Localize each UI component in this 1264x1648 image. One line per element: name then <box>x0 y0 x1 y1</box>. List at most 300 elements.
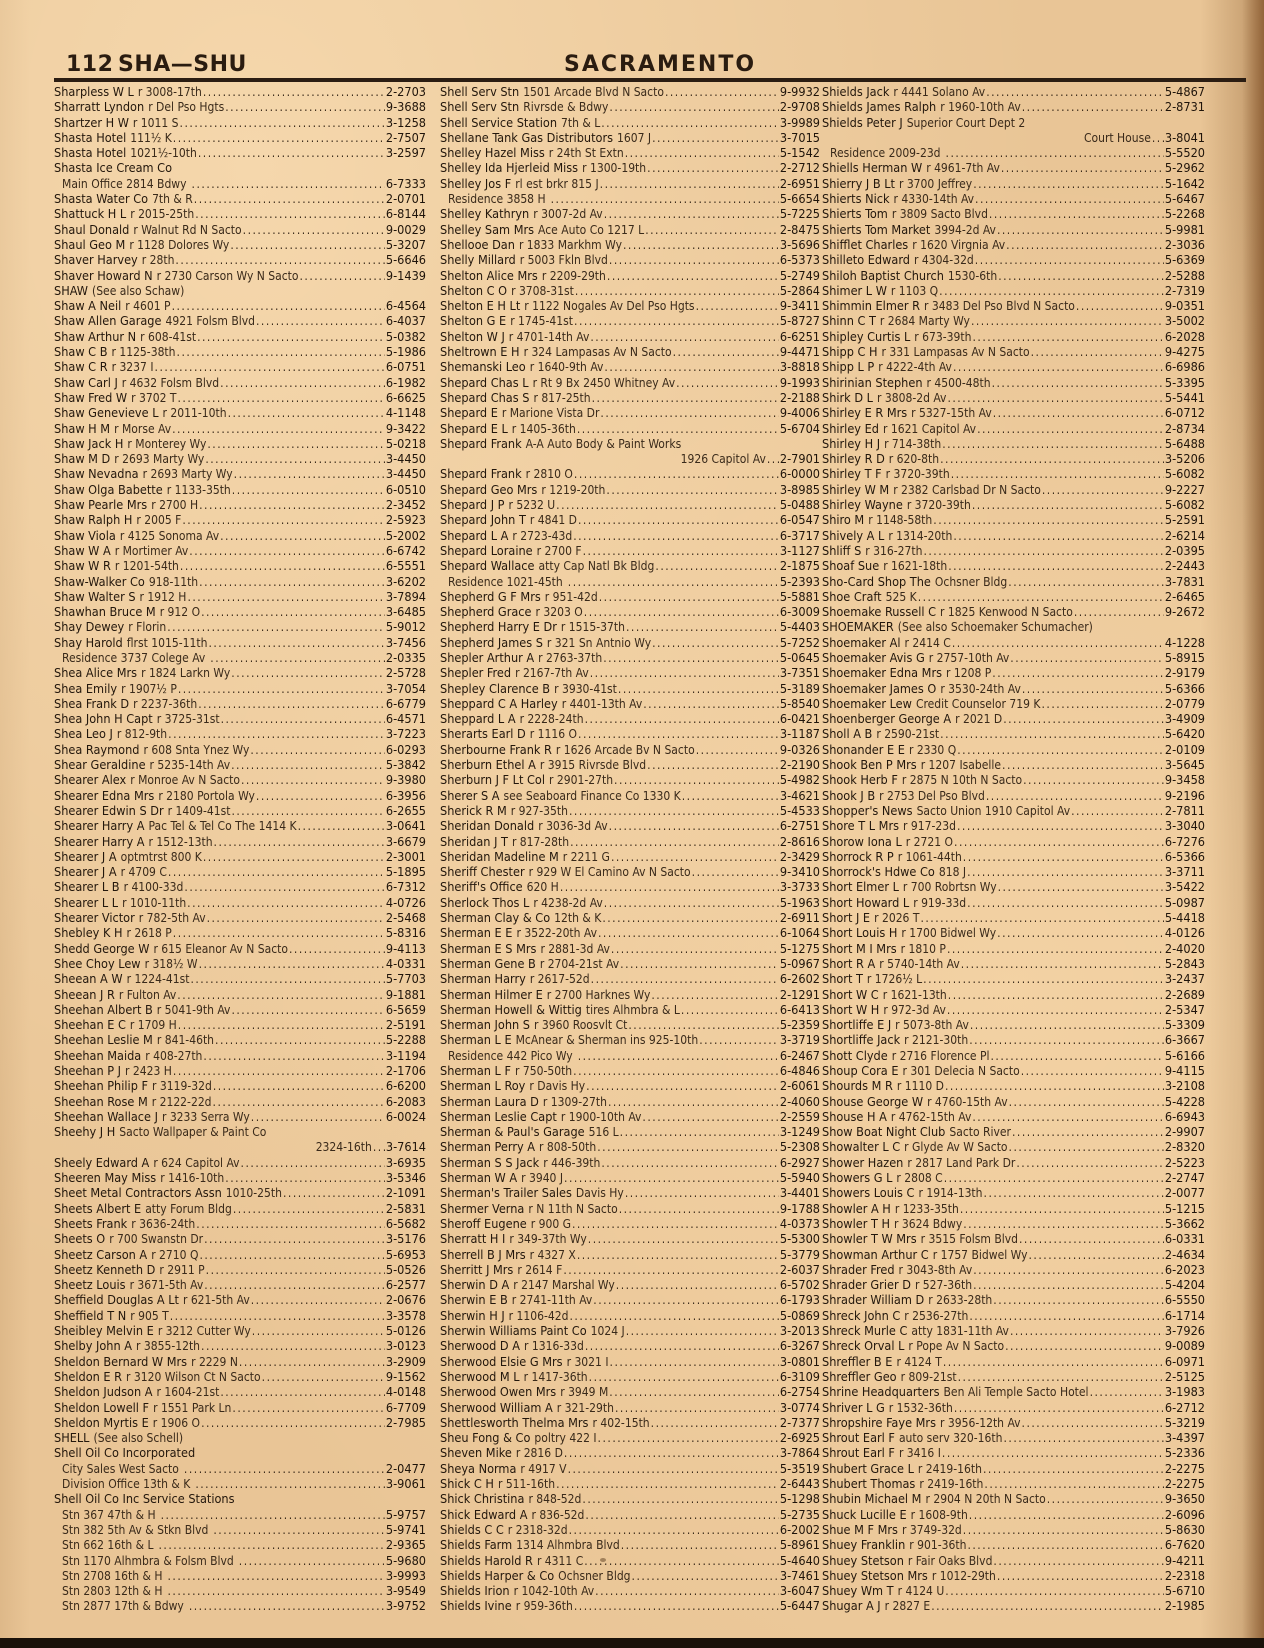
dot-leader <box>158 1538 384 1553</box>
listing-entry <box>440 145 820 160</box>
listing-address: poltry 422 I <box>534 1431 597 1446</box>
listing-address: 1021½-10th <box>130 146 197 161</box>
listing-address: r 3636-24th <box>131 1216 196 1231</box>
listing-phone: 6-2754 <box>779 1384 820 1400</box>
listing-name: Sheroff Eugene <box>440 1215 527 1231</box>
listing-entry <box>440 956 820 971</box>
listing-phone: 3-1127 <box>779 542 820 558</box>
dot-leader <box>210 651 385 666</box>
listing-name: Shaw C B <box>54 344 108 360</box>
listing-entry <box>440 925 820 940</box>
listing-entry <box>54 726 426 741</box>
listing-entry <box>54 84 426 99</box>
dot-leader <box>1023 773 1164 788</box>
listing-name: Shopper's News <box>822 802 913 818</box>
listing-address: r 4841 D <box>529 513 577 528</box>
listing-entry <box>440 1308 820 1323</box>
listing-entry <box>54 1048 426 1063</box>
dot-leader <box>241 773 385 788</box>
dot-leader <box>626 1324 779 1339</box>
listing-phone: 3-4450 <box>385 451 426 467</box>
listing-phone: 3-7223 <box>385 726 426 742</box>
listing-phone: 3-7456 <box>385 634 426 650</box>
paper-stain <box>600 1558 606 1562</box>
listing-name: Short W H <box>822 1001 880 1017</box>
listing-subentry <box>54 1568 426 1583</box>
listing-name: Sherwood M L <box>440 1368 520 1384</box>
listing-name: Shaw Carl J <box>54 374 118 390</box>
dot-leader <box>699 1033 779 1048</box>
listing-phone: 2-1291 <box>779 986 820 1002</box>
listing-address: atty Forum Bldg <box>145 1201 232 1216</box>
dot-leader <box>173 926 385 941</box>
listing-address: r 1914-13th <box>918 1186 983 1201</box>
listing-phone: 2-8320 <box>1164 1139 1205 1155</box>
listing-address: r 324 Lampasas Av N Sacto <box>523 345 672 360</box>
listing-address: r 4401-13th Av <box>561 696 643 711</box>
listing-name: Shepler Arthur A <box>440 649 535 665</box>
listing-phone: 6-2577 <box>385 1277 426 1293</box>
dot-leader <box>611 942 779 957</box>
dot-leader <box>602 911 779 926</box>
listing-entry <box>440 421 820 436</box>
listing-heading <box>822 115 1205 130</box>
listing-entry <box>440 1553 820 1568</box>
listing-entry <box>822 1292 1205 1307</box>
listing-heading <box>822 619 1205 634</box>
dot-leader <box>957 819 1164 834</box>
listing-phone: 2-1875 <box>779 558 820 574</box>
listing-phone: 6-4564 <box>385 298 426 314</box>
listing-name: Shaw Allen Garage <box>54 313 162 329</box>
dot-leader <box>589 1370 779 1385</box>
listing-phone: 5-2308 <box>779 1139 820 1155</box>
listing-entry <box>440 176 820 191</box>
dot-leader <box>568 1462 779 1477</box>
listing-phone: 5-6082 <box>1164 466 1205 482</box>
listing-phone: 2-0077 <box>1164 1185 1205 1201</box>
listing-name: Shelton W J <box>440 328 505 344</box>
listing-phone: 2-9907 <box>1164 1124 1205 1140</box>
listing-phone: 6-2467 <box>779 1047 820 1063</box>
listing-address: r 5235-14th Av <box>149 758 231 773</box>
listing-phone: 5-4403 <box>779 619 820 635</box>
listing-address: r 3700 Jeffrey <box>898 176 973 191</box>
listing-entry <box>822 1048 1205 1063</box>
listing-phone: 5-8540 <box>779 695 820 711</box>
listing-name: Shea Raymond <box>54 741 140 757</box>
listing-address: r 1906 O <box>152 1415 201 1430</box>
listing-address: r 1960-10th Av <box>940 100 1021 115</box>
listing-name: Shellooe Dan <box>440 236 515 252</box>
dot-leader <box>201 1416 385 1431</box>
listing-phone: 3-2597 <box>385 145 426 161</box>
listing-address: r 2414 C <box>904 635 951 650</box>
dot-leader <box>604 207 779 222</box>
listing-address: r 3855-12th <box>135 1339 201 1354</box>
listing-phone: 3-7015 <box>779 129 820 145</box>
listing-phone: 5-2288 <box>385 1032 426 1048</box>
listing-name: Shirinian Stephen <box>822 374 923 390</box>
dot-leader <box>584 1554 779 1569</box>
listing-address: r 3233 Serra Wy <box>161 1109 250 1124</box>
listing-phone: 3-3040 <box>1164 818 1205 834</box>
listing-entry <box>54 1354 426 1369</box>
listing-name: Shortliffe E J <box>822 1017 892 1033</box>
listing-phone: 5-9981 <box>1164 221 1205 237</box>
dot-leader <box>1003 712 1164 727</box>
listing-name: Short R A <box>822 955 876 971</box>
listing-address: r 1300-19th <box>582 161 647 176</box>
listing-phone: 2-0109 <box>1164 741 1205 757</box>
listing-phone: 3-5206 <box>1164 451 1205 467</box>
listing-phone: 5-3519 <box>779 1460 820 1476</box>
listing-name: Shearer Harry A <box>54 818 145 834</box>
listing-phone: 5-9741 <box>385 1521 426 1537</box>
listing-address: r 4124 T <box>896 1354 942 1369</box>
listing-entry <box>54 1017 426 1032</box>
listing-entry <box>822 1507 1205 1522</box>
dot-leader <box>578 513 779 528</box>
listing-address: r 700 Robrtsn Wy <box>902 880 997 895</box>
listing-entry <box>822 772 1205 787</box>
dot-leader <box>645 223 779 238</box>
listing-address: r 4238-2d Av <box>533 895 603 910</box>
listing-phone: 3-5422 <box>1164 879 1205 895</box>
listing-entry <box>440 1032 820 1047</box>
listing-phone: 5-0987 <box>1164 894 1205 910</box>
listing-entry <box>822 834 1205 849</box>
listing-phone: 2-2712 <box>779 160 820 176</box>
listing-name: Showers G L <box>822 1170 893 1186</box>
listing-name: Shelley Sam Mrs <box>440 221 535 237</box>
listing-address: r 1316-33d <box>524 1339 584 1354</box>
listing-entry <box>822 268 1205 283</box>
listing-name: Shelley Kathryn <box>440 206 530 222</box>
listing-name: Sheppard C A Harley <box>440 695 558 711</box>
listing-phone: 2-6911 <box>779 910 820 926</box>
listing-name: Shepard Loraine <box>440 542 533 558</box>
listing-phone: 5-3842 <box>385 757 426 773</box>
listing-name: Shick C H <box>440 1476 494 1492</box>
listing-address: r 1621-18th <box>883 559 948 574</box>
listing-address: r 1148-58th <box>868 513 933 528</box>
dot-leader <box>197 330 385 345</box>
dot-leader <box>590 330 779 345</box>
dot-leader <box>960 1202 1164 1217</box>
listing-entry <box>54 1094 426 1109</box>
listing-entry <box>54 99 426 114</box>
listing-name: Sheetz Kenneth D <box>54 1261 156 1277</box>
listing-entry <box>440 222 820 237</box>
listing-name: Short Elmer L <box>822 879 899 895</box>
listing-phone: 3-4909 <box>1164 711 1205 727</box>
dot-leader <box>682 789 779 804</box>
dot-leader <box>239 1554 385 1569</box>
listing-phone: 5-0126 <box>385 1323 426 1339</box>
dot-leader <box>1074 605 1164 620</box>
listing-phone: 6-2927 <box>779 1154 820 1170</box>
listing-name: Shoaf Sue <box>822 558 880 574</box>
listing-name: Shepard Wallace <box>440 558 535 574</box>
listing-entry <box>440 650 820 665</box>
listing-name: Showalter L C <box>822 1139 901 1155</box>
listing-entry <box>822 466 1205 481</box>
listing-name: Shepard E L <box>440 420 508 436</box>
dot-leader <box>195 1477 385 1492</box>
listing-address: r 2881-3d Av <box>540 941 610 956</box>
dot-leader <box>577 422 779 437</box>
listing-address: r Rt 9 Bx 2450 Whitney Av <box>532 375 676 390</box>
listing-phone: 4-1228 <box>1164 634 1205 650</box>
dot-leader <box>945 1079 1164 1094</box>
listing-phone: 5-6646 <box>385 252 426 268</box>
dot-leader <box>213 1095 385 1110</box>
listing-phone: 2-6925 <box>779 1430 820 1446</box>
listing-name: Shreffler Geo <box>822 1368 897 1384</box>
listing-name: Shoemaker Edna Mrs <box>822 665 943 681</box>
listing-name: Sherman Gene B <box>440 955 536 971</box>
listing-phone: 9-2196 <box>1164 787 1205 803</box>
listing-name: Shepard John T <box>440 512 526 528</box>
dot-leader <box>947 391 1163 406</box>
listing-address: r 3930-41st <box>554 681 617 696</box>
listing-phone: 5-4640 <box>779 1552 820 1568</box>
listing-address: r 2817 Land Park Dr <box>907 1155 1016 1170</box>
listing-phone: 2-2559 <box>779 1108 820 1124</box>
listing-name: Shoemake Russell C <box>822 604 937 620</box>
listing-address: r 1907½ P <box>121 681 177 696</box>
listing-name: Shrout Earl F <box>822 1445 895 1461</box>
listing-entry <box>822 941 1205 956</box>
listing-entry <box>54 268 426 283</box>
listing-name: Shorow Iona L <box>822 833 902 849</box>
listing-name: Shreffler B E <box>822 1353 893 1369</box>
listing-phone: 2-5288 <box>1164 267 1205 283</box>
listing-phone: 5-4533 <box>779 802 820 818</box>
listing-address: r 3203 O <box>535 605 583 620</box>
listing-entry <box>822 742 1205 757</box>
listing-address: 1010-25th <box>225 1186 282 1201</box>
listing-entry <box>54 298 426 313</box>
listing-name: Shields Ivine <box>440 1598 512 1614</box>
dot-leader <box>971 314 1164 329</box>
listing-phone: 5-4982 <box>779 772 820 788</box>
listing-address: r 28th <box>141 253 175 268</box>
listing-entry <box>54 757 426 772</box>
listing-name: Sherburn Ethel A <box>440 757 536 773</box>
listing-entry <box>54 528 426 543</box>
listing-entry <box>822 1017 1205 1032</box>
listing-name: Shea Emily <box>54 680 118 696</box>
dot-leader <box>180 559 385 574</box>
dot-leader <box>944 1171 1164 1186</box>
listing-phone: 5-9680 <box>385 1552 426 1568</box>
listing-entry <box>440 803 820 818</box>
dot-leader <box>954 835 1164 850</box>
listing-phone: 3-3578 <box>385 1307 426 1323</box>
listing-entry <box>440 1537 820 1552</box>
dot-leader <box>564 1446 779 1461</box>
listing-address: r 3007-2d Av <box>533 207 603 222</box>
listing-phone: 4-0148 <box>385 1384 426 1400</box>
listing-name: Showler A H <box>822 1200 891 1216</box>
listing-address: 3994-2d Av <box>934 222 996 237</box>
listing-name: Residence 442 Pico Wy <box>448 1048 573 1063</box>
listing-address: r 2318-32d <box>507 1522 568 1537</box>
listing-phone: 5-6488 <box>1164 435 1205 451</box>
dot-leader <box>963 850 1164 865</box>
listing-name: Sherman Howell & Wittig <box>440 1001 582 1017</box>
listing-entry <box>822 1461 1205 1476</box>
listing-address: r 2419-16th <box>917 1461 982 1476</box>
dot-leader <box>623 238 779 253</box>
listing-address: r 2419-16th <box>919 1477 984 1492</box>
listing-phone: 4-0331 <box>385 955 426 971</box>
listing-entry <box>54 145 426 160</box>
listing-phone: 5-8630 <box>1164 1521 1205 1537</box>
dot-leader <box>604 360 778 375</box>
listing-address: r 2901-27th <box>549 773 614 788</box>
dot-leader <box>578 727 779 742</box>
listing-address: 525 K <box>885 589 917 604</box>
listing-name: Sheets O <box>54 1231 106 1247</box>
listing-name: Sholl A B <box>822 726 873 742</box>
listing-phone: 6-5550 <box>1164 1292 1205 1308</box>
listing-address: r 3702 T <box>131 390 177 405</box>
listing-name: Sheely Edward A <box>54 1154 150 1170</box>
listing-phone: 5-0645 <box>779 649 820 665</box>
dot-leader <box>178 391 385 406</box>
listing-address: 2324-16th <box>315 1140 372 1155</box>
listing-entry <box>440 237 820 252</box>
listing-address: 7th & L <box>561 115 601 130</box>
listing-entry <box>822 681 1205 696</box>
listing-address: r 2810 O <box>525 467 573 482</box>
listing-name: Show Boat Night Club <box>822 1124 946 1140</box>
dot-leader <box>184 1462 385 1477</box>
dot-leader <box>609 1385 779 1400</box>
dot-leader <box>609 100 778 115</box>
dot-leader <box>600 177 779 192</box>
listing-name: Sherwood D A <box>440 1338 520 1354</box>
dot-leader <box>220 376 385 391</box>
dot-leader <box>177 345 385 360</box>
listing-name: Sherman & Paul's Garage <box>440 1124 585 1140</box>
listing-address: r 3483 Del Pso Blvd N Sacto <box>923 299 1075 314</box>
listing-entry <box>54 115 426 130</box>
listing-address: r 1201-54th <box>114 559 179 574</box>
listing-name: Shermer Verna <box>440 1200 525 1216</box>
listing-entry <box>440 941 820 956</box>
page-bottom-edge <box>0 1638 1264 1648</box>
listing-name: Shelton E H Lt <box>440 298 521 314</box>
listing-entry <box>440 1400 820 1415</box>
listing-phone: 3-8985 <box>779 481 820 497</box>
listing-address: r 1825 Kenwood N Sacto <box>940 605 1073 620</box>
listing-address: r 349-37th Wy <box>509 1232 587 1247</box>
listing-subentry <box>54 1553 426 1568</box>
listing-name: Sheet Metal Contractors Assn <box>54 1185 222 1201</box>
listing-entry <box>822 788 1205 803</box>
listing-phone: 2-6096 <box>1164 1506 1205 1522</box>
listing-phone: 2-5923 <box>385 512 426 528</box>
listing-entry <box>54 405 426 420</box>
dot-leader <box>1012 1125 1164 1140</box>
dot-leader <box>172 299 385 314</box>
listing-entry <box>822 99 1205 114</box>
listing-name: Shebley K H <box>54 925 123 941</box>
dot-leader <box>652 636 779 651</box>
listing-entry <box>822 1185 1205 1200</box>
listing-phone: 2-4060 <box>779 1093 820 1109</box>
dot-leader <box>943 1355 1164 1370</box>
listing-entry <box>822 1537 1205 1552</box>
listing-name: Shuck Lucille E <box>822 1506 907 1522</box>
listing-phone: 5-3779 <box>779 1246 820 1262</box>
listing-address: r 1512-13th <box>148 834 213 849</box>
dot-leader <box>642 1110 778 1125</box>
listing-name: Shearer Harry A <box>54 833 145 849</box>
listing-address: r 900 G <box>530 1216 571 1231</box>
listing-address: (See also Schoemaker Schumacher) <box>897 620 1093 635</box>
dot-leader <box>953 360 1164 375</box>
dot-leader <box>572 1217 779 1232</box>
listing-entry <box>440 1369 820 1384</box>
listing-address: r 4124 U <box>897 1584 945 1599</box>
listing-entry <box>822 971 1205 986</box>
listing-address: tires Alhmbra & L <box>585 1002 680 1017</box>
listing-phone: 3-0123 <box>385 1338 426 1354</box>
listing-phone: 2-2318 <box>1164 1567 1205 1583</box>
listing-phone: 6-3956 <box>385 787 426 803</box>
listing-phone: 2-0676 <box>385 1292 426 1308</box>
listing-name: Short M I Mrs <box>822 940 897 956</box>
listing-name: Shaw-Walker Co <box>54 573 145 589</box>
listing-entry <box>440 604 820 619</box>
listing-phone: 2-6465 <box>1164 588 1205 604</box>
listing-phone: 9-0089 <box>1164 1338 1205 1354</box>
listing-entry <box>822 1445 1205 1460</box>
listing-entry <box>822 543 1205 558</box>
dot-leader <box>1019 1232 1164 1247</box>
listing-phone: 2-6037 <box>779 1261 820 1277</box>
listing-address: r 841-46th <box>156 1033 215 1048</box>
listing-phone: 9-4006 <box>779 405 820 421</box>
listing-address: r 1042-10th Av <box>513 1584 595 1599</box>
listing-entry <box>54 879 426 894</box>
listing-entry <box>822 818 1205 833</box>
listing-address: Rivrsde & Bdwy <box>523 100 609 115</box>
listing-phone: 6-0024 <box>385 1108 426 1124</box>
dot-leader <box>665 85 779 100</box>
listing-address: r 408-27th <box>145 1048 203 1063</box>
listing-address: r 1726½ L <box>866 972 923 987</box>
listing-phone: 5-6082 <box>1164 497 1205 513</box>
listing-entry <box>54 1063 426 1078</box>
listing-name: Shaw A Neil <box>54 298 122 314</box>
listing-address: r 2753 Del Pso Blvd <box>879 788 985 803</box>
listing-phone: 9-0351 <box>1164 298 1205 314</box>
dot-leader <box>234 467 385 482</box>
listing-address: r 3119-32d <box>152 1079 212 1094</box>
listing-name: Shuey Stetson <box>822 1552 904 1568</box>
listing-name: Short W C <box>822 986 879 1002</box>
dot-leader <box>1042 483 1164 498</box>
listing-address: r 3522-20th Av <box>516 926 597 941</box>
listing-address: r Marione Vista Dr <box>501 406 600 421</box>
listing-phone: 6-3667 <box>1164 1032 1205 1048</box>
